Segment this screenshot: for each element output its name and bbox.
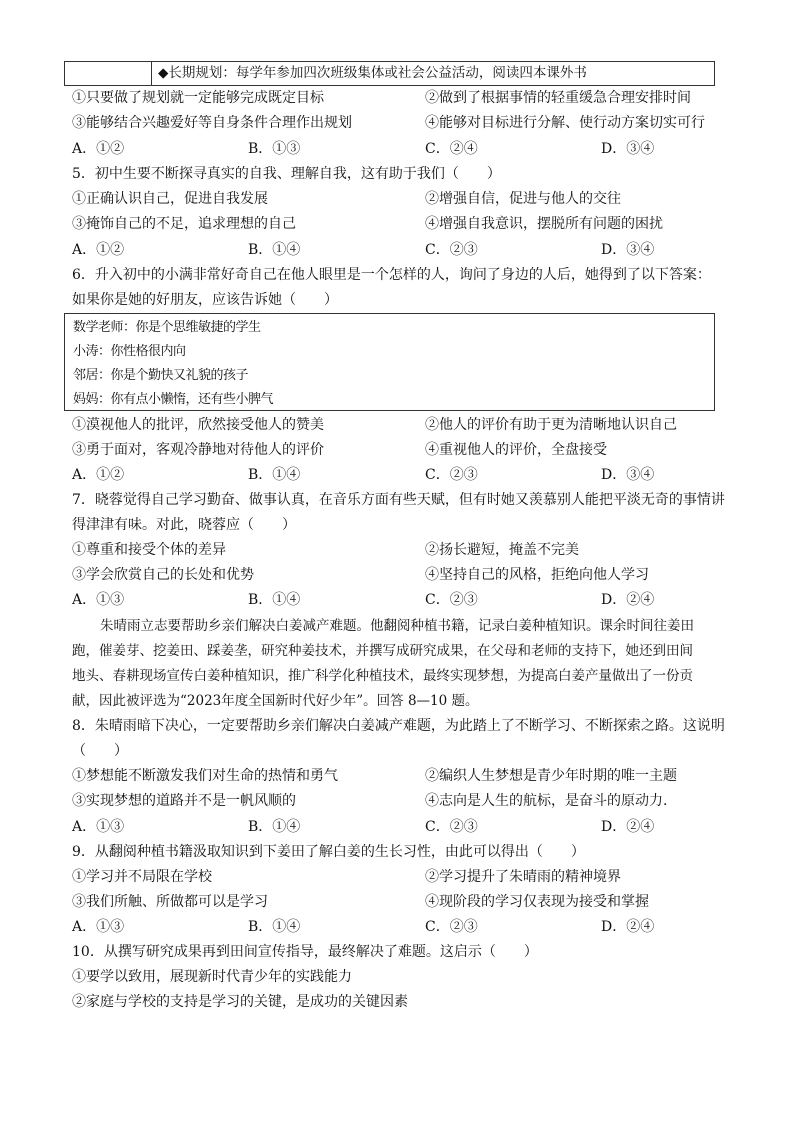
q5-statement-2: ②增强自信，促进与他人的交往 <box>425 191 621 207</box>
q4-option-c[interactable]: C．②④ <box>425 141 478 157</box>
q9-option-b[interactable]: B．①④ <box>248 919 301 935</box>
q8-option-c[interactable]: C．②③ <box>425 819 478 835</box>
q7-option-b[interactable]: B．①④ <box>248 592 301 608</box>
q7-statement-1: ①尊重和接受个体的差异 <box>72 542 226 558</box>
q5-statement-4: ④增强自我意识，摆脱所有问题的困扰 <box>425 216 663 232</box>
q7-statement-3: ③学会欣赏自己的长处和优势 <box>72 567 254 583</box>
q6-stem-line2: 如果你是她的好朋友，应该告诉她（ ） <box>72 292 338 308</box>
q4-statement-4: ④能够对目标进行分解、使行动方案切实可行 <box>425 115 705 131</box>
q4-option-b[interactable]: B．①③ <box>248 141 301 157</box>
q9-statement-4: ④现阶段的学习仅表现为接受和掌握 <box>425 894 649 910</box>
q8-stem-line1: 8．朱晴雨暗下决心，一定要帮助乡亲们解决白姜减产难题，为此踏上了不断学习、不断探索之路。这说明 <box>72 718 725 734</box>
q8-option-b[interactable]: B．①④ <box>248 819 301 835</box>
q7-option-a[interactable]: A．①③ <box>72 592 125 608</box>
q10-statement-1: ①要学以致用，展现新时代青少年的实践能力 <box>72 969 352 985</box>
q4-option-d[interactable]: D．③④ <box>601 141 655 157</box>
q5-option-b[interactable]: B．①④ <box>248 242 301 258</box>
q7-statement-2: ②扬长避短，掩盖不完美 <box>425 542 579 558</box>
q9-statement-3: ③我们所触、所做都可以是学习 <box>72 894 268 910</box>
material-line-3: 地头、春耕现场宣传白姜种植知识，推广科学化种植技术，最终实现梦想，为提高白姜产量做出了一份贡 <box>72 668 693 684</box>
q7-stem-line2: 得津津有味。对此，晓蓉应（ ） <box>72 517 296 533</box>
q5-statement-1: ①正确认识自己，促进自我发展 <box>72 191 268 207</box>
quote-neighbor: 邻居：你是个勤快又礼貌的孩子 <box>73 368 249 383</box>
q6-statement-1: ①漠视他人的批评，欣然接受他人的赞美 <box>72 417 324 433</box>
q5-statement-3: ③掩饰自己的不足，追求理想的自己 <box>72 216 296 232</box>
q4-statement-3: ③能够结合兴趣爱好等自身条件合理作出规划 <box>72 115 352 131</box>
long-term-plan-table <box>64 61 715 86</box>
q9-statement-1: ①学习并不局限在学校 <box>72 869 212 885</box>
q8-statement-2: ②编织人生梦想是青少年时期的唯一主题 <box>425 768 677 784</box>
q5-option-c[interactable]: C．②③ <box>425 242 478 258</box>
q9-option-a[interactable]: A．①③ <box>72 919 125 935</box>
q7-statement-4: ④坚持自己的风格，拒绝向他人学习 <box>425 567 649 583</box>
q6-option-a[interactable]: A．①② <box>72 467 125 483</box>
q5-option-a[interactable]: A．①② <box>72 242 125 258</box>
q8-option-a[interactable]: A．①③ <box>72 819 125 835</box>
q6-stem-line1: 6．升入初中的小满非常好奇自己在他人眼里是一个怎样的人，询问了身边的人后，她得到了以下答案： <box>72 267 711 283</box>
q6-quotes-box <box>64 313 715 411</box>
q6-statement-2: ②他人的评价有助于更为清晰地认识自己 <box>425 417 677 433</box>
q8-stem-line2: （ ） <box>72 743 128 759</box>
long-term-plan-text: ◆长期规划：每学年参加四次班级集体或社会公益活动，阅读四本课外书 <box>158 65 587 81</box>
material-line-1: 朱晴雨立志要帮助乡亲们解决白姜减产难题。他翻阅种植书籍，记录白姜种植知识。课余时间往姜田 <box>100 618 694 634</box>
q8-statement-4: ④志向是人生的航标，是奋斗的原动力. <box>425 793 668 809</box>
q4-option-a[interactable]: A．①② <box>72 141 125 157</box>
material-line-4: 献，因此被评选为“2023年度全国新时代好少年”。回答 8—10 题。 <box>72 693 479 709</box>
q6-option-c[interactable]: C．②③ <box>425 467 478 483</box>
q9-option-c[interactable]: C．②③ <box>425 919 478 935</box>
q8-option-d[interactable]: D．②④ <box>601 819 655 835</box>
q8-statement-3: ③实现梦想的道路并不是一帆风顺的 <box>72 793 296 809</box>
quote-mother: 妈妈：你有点小懒惰，还有些小脾气 <box>73 392 274 407</box>
table-label-cell <box>65 62 152 85</box>
q10-statement-2: ②家庭与学校的支持是学习的关键，是成功的关键因素 <box>72 994 408 1010</box>
q4-statement-2: ②做到了根据事情的轻重缓急合理安排时间 <box>425 90 691 106</box>
q5-option-d[interactable]: D．③④ <box>601 242 655 258</box>
q7-option-d[interactable]: D．②④ <box>601 592 655 608</box>
q9-statement-2: ②学习提升了朱晴雨的精神境界 <box>425 869 621 885</box>
q7-stem-line1: 7．晓蓉觉得自己学习勤奋、做事认真，在音乐方面有些天赋，但有时她又羡慕别人能把平淡无奇的事情讲 <box>72 492 725 508</box>
q9-stem: 9．从翻阅种植书籍汲取知识到下姜田了解白姜的生长习性，由此可以得出（ ） <box>72 844 585 860</box>
q4-statement-1: ①只要做了规划就一定能够完成既定目标 <box>72 90 324 106</box>
material-line-2: 跑，催姜芽、挖姜田、踩姜垄，研究种姜技术，并撰写成研究成果，在父母和老师的支持下，她还到田间 <box>72 643 693 659</box>
quote-xiaotao: 小涛：你性格很内向 <box>73 344 186 359</box>
q6-statement-3: ③勇于面对，客观冷静地对待他人的评价 <box>72 442 324 458</box>
q6-option-d[interactable]: D．③④ <box>601 467 655 483</box>
q5-stem: 5．初中生要不断探寻真实的自我、理解自我，这有助于我们（ ） <box>72 166 501 182</box>
quote-math-teacher: 数学老师：你是个思维敏捷的学生 <box>73 320 261 335</box>
q10-stem: 10．从撰写研究成果再到田间宣传指导，最终解决了难题。这启示（ ） <box>72 944 538 960</box>
q7-option-c[interactable]: C．②③ <box>425 592 478 608</box>
q8-statement-1: ①梦想能不断激发我们对生命的热情和勇气 <box>72 768 338 784</box>
q9-option-d[interactable]: D．②④ <box>601 919 655 935</box>
q6-option-b[interactable]: B．①④ <box>248 467 301 483</box>
q6-statement-4: ④重视他人的评价，全盘接受 <box>425 442 607 458</box>
